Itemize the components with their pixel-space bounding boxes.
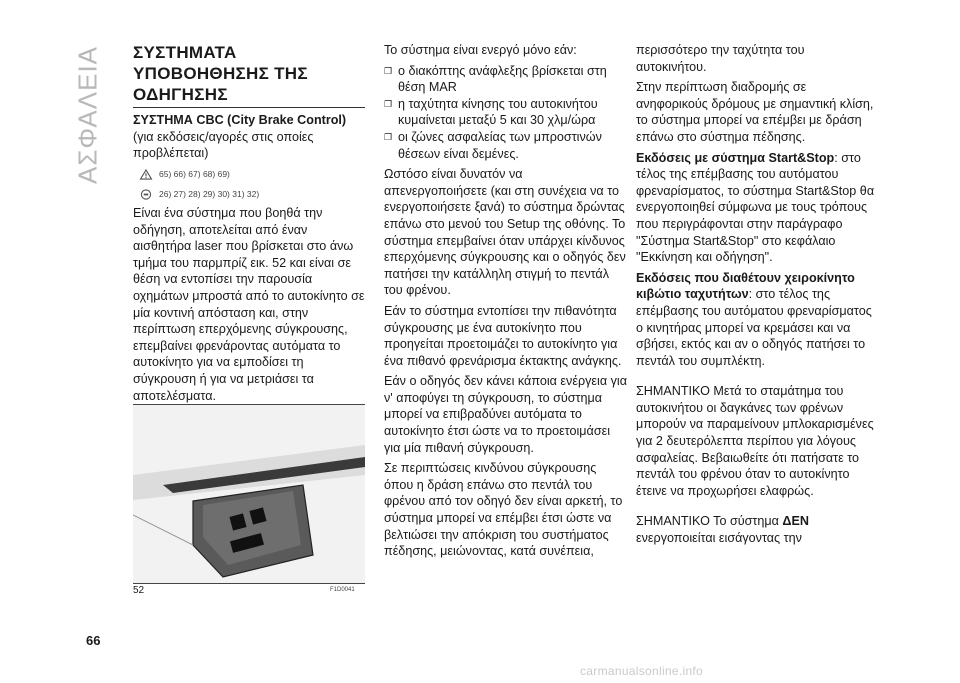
important-note: ΣΗΜΑΝΤΙΚΟ Μετά το σταμάτημα του αυτοκινήτου οι δαγκάνες των φρένων μπορούν να παραμείνουν μπλοκαρισμένες για 2 δευτερόλεπτα περίπου για λόγους ασφαλείας. Βεβαιωθείτε ότι πατήσατε το πεντάλ του φρένου όταν το αυτοκίνητο έτεινε να προχωρήσει ελαφρώς. (636, 384, 874, 498)
paragraph: Ωστόσο είναι δυνατόν να απενεργοποιήσετε (και στη συνέχεια να το ενεργοποιήσετε ξανά) το σύστημα δρώντας επάνω στο μενού του Setup της οθόνης. Το σύστημα επεμβαίνει όταν υπάρχει κίνδυνος επερχόμενης σύγκρουσης και ο οδηγός δεν πατήσει την κατάλληλη στιγμή το πεντάλ του φρένου. (384, 167, 626, 298)
list-item (384, 129, 627, 162)
start-stop-heading: Εκδόσεις με σύστημα Start&Stop (636, 150, 835, 165)
paragraph: Σε περιπτώσεις κινδύνου σύγκρουσης όπου η δράση επάνω στο πεντάλ του φρένου από τον οδηγό δεν είναι αρκετή, το σύστημα μπορεί να επέμβει έτσι ώστε να βελτιώσει την απόκριση του συστήματος πέδησης, μειώνοντας, κατά συνέπεια, (384, 461, 623, 559)
caution-refs-text: 26) 27) 28) 29) 30) 31) 32) (159, 189, 260, 200)
figure-52 (133, 404, 365, 584)
bullet-icon: ❐ (384, 65, 393, 76)
warning-triangle-icon (139, 169, 153, 180)
bullet-icon: ❐ (384, 98, 393, 109)
list-item (384, 63, 627, 96)
paragraph: Εάν το σύστημα εντοπίσει την πιθανότητα σύγκρουσης με ένα αυτοκίνητο που προηγείται προετοιμάζει το αυτοκίνητο για ένα πιθανό φρενάρισμα έκτακτης ανάγκης. (384, 303, 622, 368)
important-note-text: ΣΗΜΑΝΤΙΚΟ Το σύστημα (636, 514, 783, 529)
column-1 (133, 42, 365, 408)
manual-gearbox-text: : στο τέλος της επέμβασης του αυτόματου φρεναρίσματος ο κινητήρας μπορεί να κρεμάσει και να σβήσει, εκτός και αν ο οδηγός πατήσει το πεντάλ του συμπλέκτη. (636, 287, 872, 368)
warning-refs (139, 166, 365, 183)
warning-refs-text: 65) 66) 67) 68) 69) (159, 168, 230, 179)
paragraph: Στην περίπτωση διαδρομής σε ανηφορικούς δρόμους με σημαντική κλίση, το σύστημα μπορεί να επέμβει με δράση επάνω στο σύστημα πέδησης. (636, 80, 874, 144)
windshield-sensor-illustration (133, 405, 365, 583)
important-note-end: ενεργοποιείται εισάγοντας την (636, 531, 802, 546)
column-3 (636, 42, 876, 551)
paragraph (636, 150, 876, 266)
paragraph (636, 270, 876, 370)
list-item (384, 96, 627, 129)
manual-gearbox-heading: Εκδόσεις που διαθέτουν χειροκίνητο κιβώτιο ταχυτήτων (636, 270, 855, 302)
body-text: Είναι ένα σύστημα που βοηθά την οδήγηση, αποτελείται από έναν αισθητήρα laser που βρίσκεται στο άνω τμήμα του παρμπρίζ εικ. 52 και είναι σε θέση να εντοπίσει την παρουσία οχημάτων μπροστά από το αυτοκίνητο σε μία κοντινή απόσταση και, στην περίπτωση επερχόμενης σύγκρουσης, επεμβαίνει φρενάροντας αυτόματα το αυτοκίνητο για να εμποδίσει τη σύγκρουση ή για να μετριάσει τα αποτελέσματα. (133, 205, 365, 403)
list-item-text: οι ζώνες ασφαλείας των μπροστινών θέσεων είναι δεμένες. (398, 129, 602, 161)
list-item-text: ο διακόπτης ανάφλεξης βρίσκεται στη θέση MAR (398, 63, 607, 95)
conditions-intro: Το σύστημα είναι ενεργό μόνο εάν: (384, 43, 577, 57)
section-side-tab: ΑΣΦΑΛΕΙΑ (72, 45, 103, 185)
column-2 (384, 42, 627, 564)
watermark: carmanualsonline.info (580, 664, 704, 678)
figure-number: 52 (133, 585, 145, 596)
page-number: 66 (86, 633, 101, 648)
list-item-text: η ταχύτητα κίνησης του αυτοκινήτου κυμαίνεται μεταξύ 5 και 30 χλμ/ώρα (398, 96, 598, 128)
subsection-note: (για εκδόσεις/αγορές στις οποίες προβλέπεται) (133, 129, 314, 161)
paragraph: Εάν ο οδηγός δεν κάνει κάποια ενέργεια για ν' αποφύγει τη σύγκρουση, το σύστημα μπορεί να επιβραδύνει αυτόματα το αυτοκίνητο έτσι ώστε να το προετοιμάσει για μία πιθανή σύγκρουση. (384, 374, 627, 455)
bullet-icon: ❐ (384, 131, 393, 142)
subsection-title: ΣΥΣΤΗΜΑ CBC (City Brake Control) (133, 113, 347, 127)
caution-refs (139, 186, 365, 203)
caution-hand-icon (139, 189, 153, 200)
paragraph: περισσότερο την ταχύτητα του αυτοκινήτου. (636, 43, 805, 74)
figure-code: F1D0041 (330, 587, 355, 593)
section-title: ΣΥΣΤΗΜΑΤΑ ΥΠΟΒΟΗΘΗΣΗΣ ΤΗΣ ΟΔΗΓΗΣΗΣ (133, 42, 365, 108)
important-note (636, 513, 876, 546)
important-note-emphasis: ΔΕΝ (782, 514, 809, 529)
start-stop-text: : στο τέλος της επέμβασης του αυτόματου φρεναρίσματος, το σύστημα Start&Stop θα ενεργοποιηθεί σύμφωνα με τους τρόπους που περιγράφονται στην παράγραφο "Σύστημα Start&Stop" στο κεφάλαιο "Εκκίνηση και οδήγηση". (636, 150, 875, 265)
